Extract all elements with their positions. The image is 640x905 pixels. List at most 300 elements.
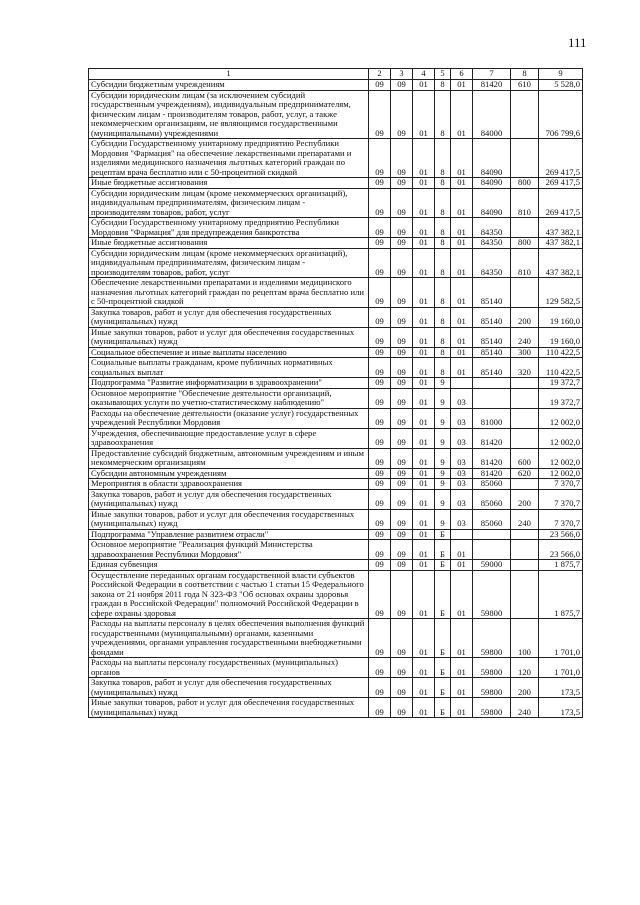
- code-cell: Б: [435, 619, 451, 658]
- amount-cell: 437 382,1: [539, 238, 583, 249]
- expense-name-cell: Осуществление переданных органам государственной власти субъектов Российской Федерации в соответствии с частью 1 статьи 15 Федерального закона от 21 ноября 2011 года N 323-ФЗ "Об основах охраны здоровья граждан в Российской Федерации" полномочий Российской Федерации в сфере охраны здоровья: [89, 570, 369, 619]
- expense-name-cell: Субсидии Государственному унитарному предприятию Республики Мордовия "Фармация" для предупреждения банкротства: [89, 218, 369, 238]
- code-cell: 01: [451, 347, 473, 358]
- expense-name-cell: Закупка товаров, работ и услуг для обеспечения государственных (муниципальных) нужд: [89, 678, 369, 698]
- code-cell: 01: [413, 619, 435, 658]
- code-cell: 01: [451, 139, 473, 178]
- code-cell: 84090: [473, 139, 511, 178]
- code-cell: 09: [369, 428, 391, 448]
- code-cell: 09: [391, 428, 413, 448]
- code-cell: Б: [435, 678, 451, 698]
- code-cell: 09: [391, 347, 413, 358]
- table-row: [89, 378, 583, 389]
- code-cell: 8: [435, 278, 451, 308]
- table-row: [89, 468, 583, 479]
- code-cell: 09: [369, 358, 391, 378]
- code-cell: 810: [511, 188, 539, 218]
- code-cell: 320: [511, 358, 539, 378]
- table-row: [89, 509, 583, 529]
- code-cell: 09: [369, 489, 391, 509]
- column-header: 1: [89, 69, 369, 80]
- amount-cell: 19 160,0: [539, 307, 583, 327]
- amount-cell: 269 417,5: [539, 188, 583, 218]
- code-cell: 09: [391, 80, 413, 91]
- code-cell: 09: [369, 347, 391, 358]
- expense-name-cell: Социальные выплаты гражданам, кроме публичных нормативных социальных выплат: [89, 358, 369, 378]
- code-cell: 84350: [473, 248, 511, 278]
- table-row: [89, 570, 583, 619]
- code-cell: 09: [391, 178, 413, 189]
- code-cell: 9: [435, 509, 451, 529]
- table-row: [89, 560, 583, 571]
- code-cell: 01: [413, 698, 435, 718]
- expense-name-cell: Обеспечение лекарственными препаратами и изделиями медицинского назначения льготных категорий граждан по рецептам врача бесплатно или с 50-процентной скидкой: [89, 278, 369, 308]
- code-cell: [511, 479, 539, 490]
- expense-name-cell: Субсидии юридическим лицам (кроме некоммерческих организаций), индивидуальным предпринимателям, физическим лицам - производителям товаров, работ, услуг: [89, 248, 369, 278]
- table-row: [89, 479, 583, 490]
- expense-name-cell: Социальное обеспечение и иные выплаты населению: [89, 347, 369, 358]
- code-cell: 03: [451, 408, 473, 428]
- code-cell: 09: [391, 540, 413, 560]
- code-cell: 09: [391, 139, 413, 178]
- code-cell: 09: [369, 278, 391, 308]
- code-cell: 9: [435, 378, 451, 389]
- amount-cell: 1 701,0: [539, 658, 583, 678]
- expense-name-cell: Подпрограмма "Развитие информатизации в здравоохранении": [89, 378, 369, 389]
- code-cell: 8: [435, 248, 451, 278]
- code-cell: 9: [435, 468, 451, 479]
- code-cell: 09: [391, 619, 413, 658]
- code-cell: 09: [391, 570, 413, 619]
- code-cell: 01: [413, 90, 435, 139]
- code-cell: 8: [435, 307, 451, 327]
- table-row: [89, 428, 583, 448]
- expense-name-cell: Иные закупки товаров, работ и услуг для обеспечения государственных (муниципальных) нужд: [89, 698, 369, 718]
- code-cell: 8: [435, 80, 451, 91]
- code-cell: [511, 139, 539, 178]
- amount-cell: 23 566,0: [539, 529, 583, 540]
- code-cell: 84350: [473, 238, 511, 249]
- code-cell: 09: [391, 188, 413, 218]
- code-cell: Б: [435, 658, 451, 678]
- column-header: 7: [473, 69, 511, 80]
- code-cell: 810: [511, 248, 539, 278]
- code-cell: 300: [511, 347, 539, 358]
- code-cell: [511, 378, 539, 389]
- code-cell: 09: [369, 408, 391, 428]
- table-row: [89, 139, 583, 178]
- code-cell: 84350: [473, 218, 511, 238]
- code-cell: 09: [369, 139, 391, 178]
- column-header: 9: [539, 69, 583, 80]
- code-cell: 240: [511, 327, 539, 347]
- amount-cell: 269 417,5: [539, 178, 583, 189]
- expense-name-cell: Иные бюджетные ассигнования: [89, 178, 369, 189]
- amount-cell: 437 382,1: [539, 248, 583, 278]
- code-cell: 81420: [473, 468, 511, 479]
- table-row: [89, 238, 583, 249]
- code-cell: 09: [391, 248, 413, 278]
- amount-cell: 12 002,0: [539, 408, 583, 428]
- expense-name-cell: Единая субвенция: [89, 560, 369, 571]
- code-cell: 800: [511, 238, 539, 249]
- code-cell: 01: [413, 489, 435, 509]
- code-cell: 09: [369, 529, 391, 540]
- table-row: [89, 658, 583, 678]
- amount-cell: 269 417,5: [539, 139, 583, 178]
- code-cell: 81000: [473, 408, 511, 428]
- expense-name-cell: Закупка товаров, работ и услуг для обеспечения государственных (муниципальных) нужд: [89, 489, 369, 509]
- code-cell: 85140: [473, 278, 511, 308]
- code-cell: 01: [413, 358, 435, 378]
- code-cell: 01: [451, 560, 473, 571]
- code-cell: 8: [435, 347, 451, 358]
- column-header: 5: [435, 69, 451, 80]
- code-cell: 09: [391, 479, 413, 490]
- code-cell: 59800: [473, 619, 511, 658]
- code-cell: 59000: [473, 560, 511, 571]
- code-cell: 01: [413, 468, 435, 479]
- code-cell: 8: [435, 358, 451, 378]
- code-cell: 09: [391, 529, 413, 540]
- code-cell: 01: [413, 139, 435, 178]
- page-number: 111: [568, 35, 587, 50]
- code-cell: [511, 560, 539, 571]
- code-cell: 8: [435, 218, 451, 238]
- code-cell: 09: [391, 378, 413, 389]
- amount-cell: 173,5: [539, 698, 583, 718]
- code-cell: 09: [369, 90, 391, 139]
- code-cell: 01: [451, 619, 473, 658]
- expense-name-cell: Закупка товаров, работ и услуг для обеспечения государственных (муниципальных) нужд: [89, 307, 369, 327]
- code-cell: 8: [435, 238, 451, 249]
- code-cell: Б: [435, 529, 451, 540]
- code-cell: 09: [369, 327, 391, 347]
- code-cell: [511, 540, 539, 560]
- code-cell: 03: [451, 388, 473, 408]
- code-cell: 85060: [473, 479, 511, 490]
- code-cell: 01: [413, 347, 435, 358]
- code-cell: 9: [435, 408, 451, 428]
- code-cell: [473, 388, 511, 408]
- code-cell: [473, 540, 511, 560]
- code-cell: 09: [369, 188, 391, 218]
- amount-cell: 1 701,0: [539, 619, 583, 658]
- table-row: [89, 178, 583, 189]
- amount-cell: 19 372,7: [539, 388, 583, 408]
- amount-cell: 12 002,0: [539, 448, 583, 468]
- code-cell: 09: [369, 80, 391, 91]
- table-row: [89, 489, 583, 509]
- code-cell: 85060: [473, 489, 511, 509]
- code-cell: 01: [451, 80, 473, 91]
- expense-name-cell: Субсидии юридическим лицам (кроме некоммерческих организаций), индивидуальным предпринимателям, физическим лицам - производителям товаров, работ, услуг: [89, 188, 369, 218]
- code-cell: 09: [391, 489, 413, 509]
- amount-cell: 437 382,1: [539, 218, 583, 238]
- code-cell: 59800: [473, 658, 511, 678]
- table-row: [89, 278, 583, 308]
- table-row: [89, 529, 583, 540]
- table-row: [89, 388, 583, 408]
- column-header: 6: [451, 69, 473, 80]
- code-cell: 85060: [473, 509, 511, 529]
- table-row: [89, 347, 583, 358]
- code-cell: 8: [435, 188, 451, 218]
- code-cell: [451, 378, 473, 389]
- code-cell: 600: [511, 448, 539, 468]
- table-row: [89, 408, 583, 428]
- code-cell: 01: [413, 388, 435, 408]
- code-cell: 09: [391, 468, 413, 479]
- code-cell: 01: [413, 448, 435, 468]
- amount-cell: 7 370,7: [539, 509, 583, 529]
- table-row: [89, 90, 583, 139]
- code-cell: 81420: [473, 428, 511, 448]
- code-cell: 09: [369, 218, 391, 238]
- code-cell: 09: [391, 218, 413, 238]
- column-header: 4: [413, 69, 435, 80]
- code-cell: [473, 378, 511, 389]
- code-cell: 01: [451, 248, 473, 278]
- code-cell: 01: [413, 248, 435, 278]
- expense-name-cell: Иные закупки товаров, работ и услуг для обеспечения государственных (муниципальных) нужд: [89, 327, 369, 347]
- expense-name-cell: Мероприятия в области здравоохранения: [89, 479, 369, 490]
- table-row: [89, 678, 583, 698]
- code-cell: Б: [435, 540, 451, 560]
- code-cell: 01: [413, 678, 435, 698]
- expense-name-cell: Иные закупки товаров, работ и услуг для обеспечения государственных (муниципальных) нужд: [89, 509, 369, 529]
- code-cell: 09: [391, 560, 413, 571]
- code-cell: 9: [435, 489, 451, 509]
- code-cell: 01: [451, 678, 473, 698]
- code-cell: 8: [435, 139, 451, 178]
- code-cell: 200: [511, 307, 539, 327]
- expense-name-cell: Расходы на обеспечение деятельности (оказание услуг) государственных учреждений Республики Мордовия: [89, 408, 369, 428]
- code-cell: 9: [435, 448, 451, 468]
- code-cell: 01: [413, 428, 435, 448]
- code-cell: 09: [391, 448, 413, 468]
- code-cell: 09: [369, 307, 391, 327]
- code-cell: 03: [451, 448, 473, 468]
- code-cell: 81420: [473, 80, 511, 91]
- code-cell: 01: [451, 358, 473, 378]
- code-cell: 9: [435, 388, 451, 408]
- amount-cell: 129 582,5: [539, 278, 583, 308]
- table-row: [89, 307, 583, 327]
- amount-cell: 1 875,7: [539, 570, 583, 619]
- code-cell: 59800: [473, 570, 511, 619]
- expense-name-cell: Основное мероприятие "Обеспечение деятельности организаций, оказывающих услуги по учетно-статистическому наблюдению": [89, 388, 369, 408]
- code-cell: 01: [413, 278, 435, 308]
- code-cell: 84090: [473, 188, 511, 218]
- expense-name-cell: Иные бюджетные ассигнования: [89, 238, 369, 249]
- code-cell: 01: [451, 188, 473, 218]
- code-cell: 01: [451, 570, 473, 619]
- code-cell: 200: [511, 678, 539, 698]
- code-cell: 01: [451, 658, 473, 678]
- code-cell: 85140: [473, 307, 511, 327]
- expense-name-cell: Учреждения, обеспечивающие предоставление услуг в сфере здравоохранения: [89, 428, 369, 448]
- code-cell: 09: [369, 448, 391, 468]
- expense-name-cell: Субсидии бюджетным учреждениям: [89, 80, 369, 91]
- code-cell: 01: [413, 80, 435, 91]
- code-cell: [511, 408, 539, 428]
- code-cell: 9: [435, 479, 451, 490]
- code-cell: 03: [451, 489, 473, 509]
- table-row: [89, 327, 583, 347]
- code-cell: 01: [451, 698, 473, 718]
- code-cell: 09: [391, 388, 413, 408]
- code-cell: 09: [391, 238, 413, 249]
- code-cell: 01: [413, 307, 435, 327]
- code-cell: 85140: [473, 358, 511, 378]
- amount-cell: 1 875,7: [539, 560, 583, 571]
- code-cell: 03: [451, 468, 473, 479]
- code-cell: 01: [451, 307, 473, 327]
- code-cell: 01: [413, 529, 435, 540]
- code-cell: 59800: [473, 678, 511, 698]
- code-cell: 09: [369, 468, 391, 479]
- code-cell: 09: [369, 238, 391, 249]
- code-cell: 03: [451, 479, 473, 490]
- code-cell: 09: [369, 388, 391, 408]
- code-cell: 01: [413, 479, 435, 490]
- code-cell: [473, 529, 511, 540]
- expense-name-cell: Подпрограмма "Управление развитием отрасли": [89, 529, 369, 540]
- expense-name-cell: Субсидии автономным учреждениям: [89, 468, 369, 479]
- code-cell: 09: [369, 248, 391, 278]
- amount-cell: 173,5: [539, 678, 583, 698]
- expense-name-cell: Основное мероприятие "Реализация функций Министерства здравоохранения Республики Мордовия": [89, 540, 369, 560]
- table-row: [89, 540, 583, 560]
- code-cell: 09: [369, 570, 391, 619]
- code-cell: 85140: [473, 327, 511, 347]
- code-cell: 100: [511, 619, 539, 658]
- code-cell: 09: [391, 307, 413, 327]
- budget-table: [88, 68, 583, 718]
- code-cell: 09: [369, 540, 391, 560]
- code-cell: 09: [391, 408, 413, 428]
- code-cell: 01: [413, 238, 435, 249]
- code-cell: 84090: [473, 178, 511, 189]
- table-row: [89, 188, 583, 218]
- code-cell: 01: [413, 408, 435, 428]
- code-cell: 800: [511, 178, 539, 189]
- code-cell: 01: [413, 378, 435, 389]
- code-cell: 09: [391, 90, 413, 139]
- table-row: [89, 698, 583, 718]
- code-cell: 01: [413, 178, 435, 189]
- code-cell: 610: [511, 80, 539, 91]
- expense-name-cell: Субсидии Государственному унитарному предприятию Республики Мордовия "Фармация" на обеспечение лекарственными препаратами и изделиями медицинского назначения льготных категорий граждан по рецептам врача бесплатно или с 50-процентной скидкой: [89, 139, 369, 178]
- amount-cell: 706 799,6: [539, 90, 583, 139]
- code-cell: 01: [413, 570, 435, 619]
- code-cell: [511, 428, 539, 448]
- code-cell: 09: [369, 678, 391, 698]
- code-cell: 09: [369, 178, 391, 189]
- code-cell: 09: [369, 619, 391, 658]
- code-cell: 8: [435, 90, 451, 139]
- table-row: [89, 248, 583, 278]
- code-cell: 01: [413, 509, 435, 529]
- table-header-row: [89, 69, 583, 80]
- code-cell: 09: [391, 698, 413, 718]
- code-cell: [511, 388, 539, 408]
- expense-name-cell: Расходы на выплаты персоналу в целях обеспечения выполнения функций государственными (муниципальными) органами, казенными учреждениями, органами управления государственными внебюджетными фондами: [89, 619, 369, 658]
- code-cell: 09: [391, 278, 413, 308]
- column-header: 2: [369, 69, 391, 80]
- expense-name-cell: Предоставление субсидий бюджетным, автономным учреждениям и иным некоммерческим организациям: [89, 448, 369, 468]
- code-cell: 81420: [473, 448, 511, 468]
- code-cell: 240: [511, 698, 539, 718]
- code-cell: 120: [511, 658, 539, 678]
- column-header: 3: [391, 69, 413, 80]
- code-cell: 01: [413, 560, 435, 571]
- amount-cell: 12 002,0: [539, 428, 583, 448]
- code-cell: 09: [369, 479, 391, 490]
- code-cell: 01: [413, 658, 435, 678]
- table-row: [89, 448, 583, 468]
- code-cell: [511, 278, 539, 308]
- amount-cell: 7 370,7: [539, 479, 583, 490]
- code-cell: [511, 218, 539, 238]
- code-cell: 09: [369, 658, 391, 678]
- code-cell: 09: [391, 678, 413, 698]
- code-cell: Б: [435, 570, 451, 619]
- code-cell: [511, 529, 539, 540]
- code-cell: [451, 529, 473, 540]
- table-row: [89, 218, 583, 238]
- code-cell: 240: [511, 509, 539, 529]
- amount-cell: 5 528,0: [539, 80, 583, 91]
- expense-name-cell: Субсидии юридическим лицам (за исключением субсидий государственным учреждениям), индивидуальным предпринимателям, физическим лицам - производителям товаров, работ, услуг, а также некоммерческим организациям, не являющимся государственными (муниципальными) учреждениями: [89, 90, 369, 139]
- code-cell: 01: [451, 218, 473, 238]
- column-header: 8: [511, 69, 539, 80]
- code-cell: 01: [451, 238, 473, 249]
- amount-cell: 7 370,7: [539, 489, 583, 509]
- code-cell: 01: [451, 178, 473, 189]
- code-cell: 01: [451, 327, 473, 347]
- code-cell: 01: [413, 188, 435, 218]
- code-cell: 03: [451, 509, 473, 529]
- code-cell: 09: [391, 658, 413, 678]
- code-cell: 01: [413, 540, 435, 560]
- amount-cell: 19 160,0: [539, 327, 583, 347]
- code-cell: Б: [435, 560, 451, 571]
- code-cell: [511, 570, 539, 619]
- code-cell: Б: [435, 698, 451, 718]
- code-cell: 09: [369, 698, 391, 718]
- code-cell: 01: [451, 540, 473, 560]
- table-row: [89, 80, 583, 91]
- table-row: [89, 358, 583, 378]
- code-cell: 01: [451, 90, 473, 139]
- code-cell: 09: [369, 378, 391, 389]
- code-cell: 09: [391, 327, 413, 347]
- amount-cell: 23 566,0: [539, 540, 583, 560]
- amount-cell: 110 422,5: [539, 358, 583, 378]
- code-cell: 200: [511, 489, 539, 509]
- code-cell: 620: [511, 468, 539, 479]
- code-cell: 01: [451, 278, 473, 308]
- code-cell: [511, 90, 539, 139]
- code-cell: 03: [451, 428, 473, 448]
- amount-cell: 12 002,0: [539, 468, 583, 479]
- code-cell: 59800: [473, 698, 511, 718]
- expense-name-cell: Расходы на выплаты персоналу государственных (муниципальных) органов: [89, 658, 369, 678]
- code-cell: 85140: [473, 347, 511, 358]
- code-cell: 84000: [473, 90, 511, 139]
